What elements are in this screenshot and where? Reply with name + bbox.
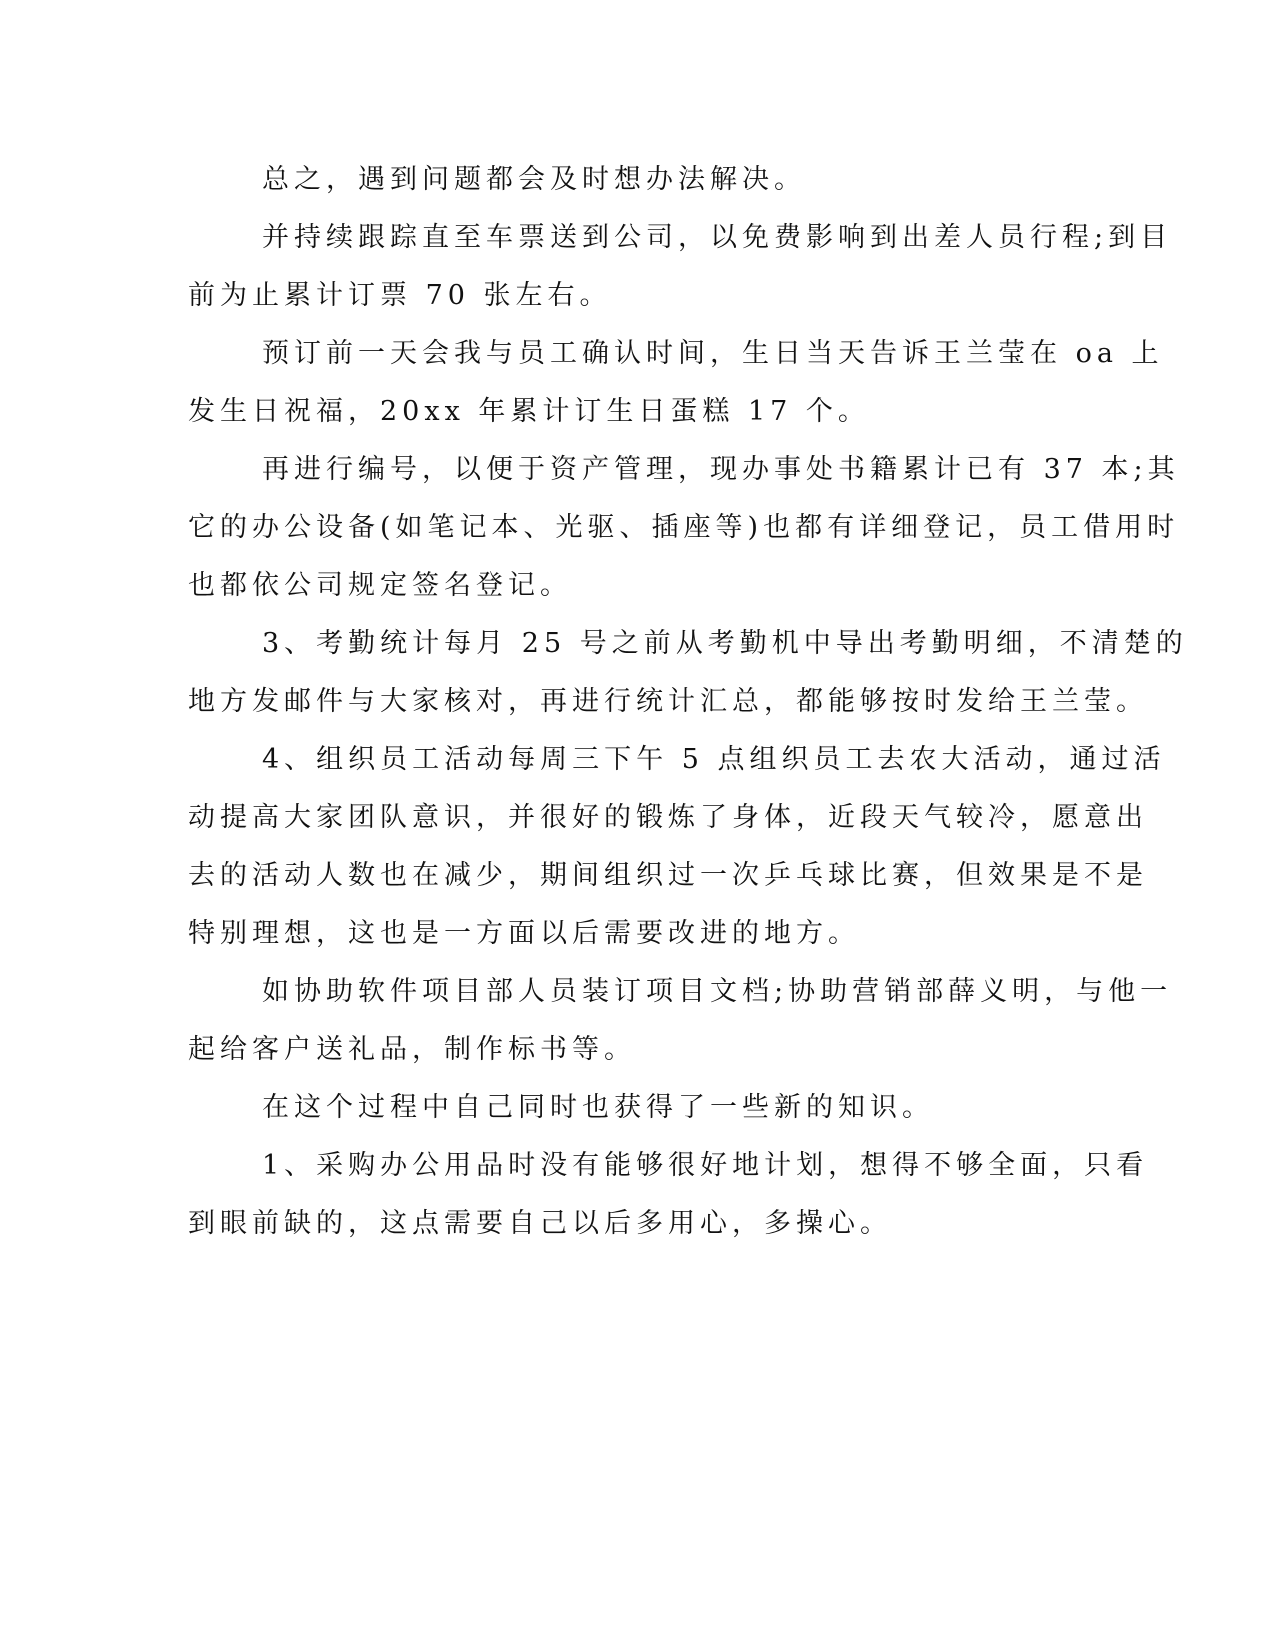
paragraph-line: 如协助软件项目部人员装订项目文档;协助营销部薛义明，与他一 xyxy=(262,976,1173,1007)
paragraph-line: 在这个过程中自己同时也获得了一些新的知识。 xyxy=(262,1092,934,1123)
paragraph-line: 地方发邮件与大家核对，再进行统计汇总，都能够按时发给王兰莹。 xyxy=(188,686,1148,717)
paragraph-line: 发生日祝福，20xx 年累计订生日蛋糕 17 个。 xyxy=(188,396,870,427)
paragraph-line: 再进行编号，以便于资产管理，现办事处书籍累计已有 37 本;其 xyxy=(262,454,1180,485)
paragraph-line: 3、考勤统计每月 25 号之前从考勤机中导出考勤明细，不清楚的 xyxy=(262,628,1188,659)
paragraph-line: 它的办公设备(如笔记本、光驱、插座等)也都有详细登记，员工借用时 xyxy=(188,512,1180,543)
paragraph-line: 预订前一天会我与员工确认时间，生日当天告诉王兰莹在 oa 上 xyxy=(262,338,1164,369)
paragraph-line: 前为止累计订票 70 张左右。 xyxy=(188,280,612,311)
paragraph-line: 特别理想，这也是一方面以后需要改进的地方。 xyxy=(188,918,860,949)
paragraph-line: 到眼前缺的，这点需要自己以后多用心，多操心。 xyxy=(188,1208,892,1239)
paragraph-line: 4、组织员工活动每周三下午 5 点组织员工去农大活动，通过活 xyxy=(262,744,1166,775)
paragraph-line: 1、采购办公用品时没有能够很好地计划，想得不够全面，只看 xyxy=(262,1150,1149,1181)
paragraph-line: 并持续跟踪直至车票送到公司，以免费影响到出差人员行程;到目 xyxy=(262,222,1173,253)
paragraph-line: 总之，遇到问题都会及时想办法解决。 xyxy=(262,164,806,195)
paragraph-line: 也都依公司规定签名登记。 xyxy=(188,570,572,601)
paragraph-line: 起给客户送礼品，制作标书等。 xyxy=(188,1034,636,1065)
paragraph-line: 动提高大家团队意识，并很好的锻炼了身体，近段天气较冷，愿意出 xyxy=(188,802,1148,833)
paragraph-line: 去的活动人数也在减少，期间组织过一次乒乓球比赛，但效果是不是 xyxy=(188,860,1148,891)
